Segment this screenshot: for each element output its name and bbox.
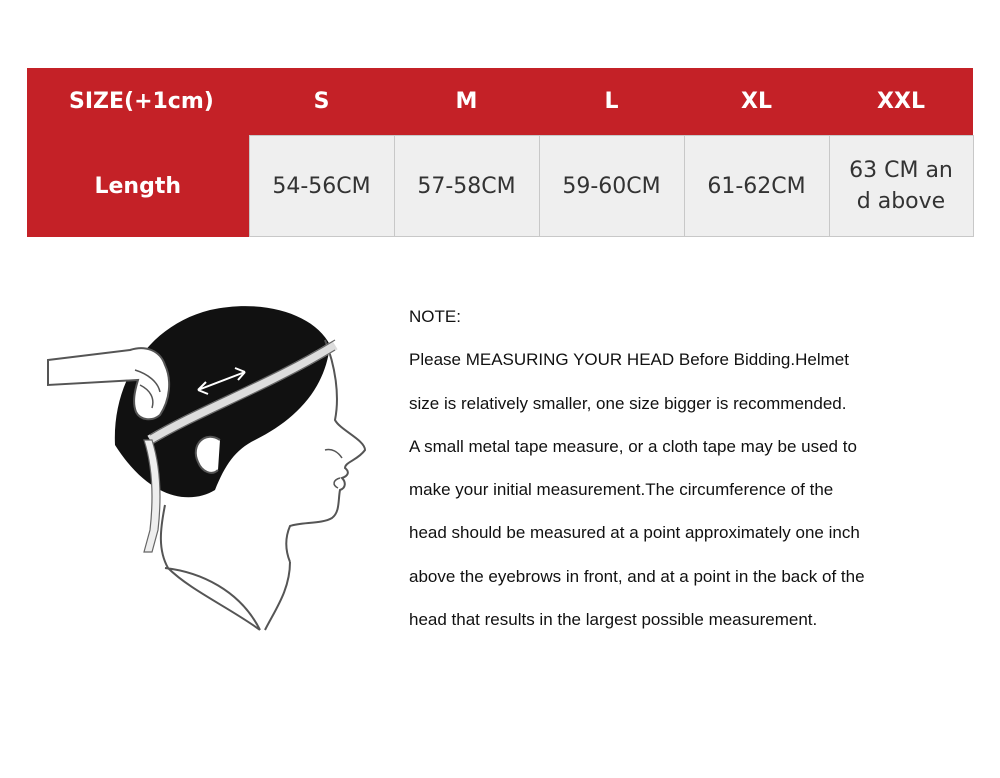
note-line: head should be measured at a point approximately one inch bbox=[409, 523, 860, 543]
note-line: make your initial measurement.The circumference of the bbox=[409, 480, 834, 500]
length-s-value: 54-56CM bbox=[272, 173, 371, 199]
length-xxl-value: 63 CM and above bbox=[849, 158, 953, 214]
measurement-note bbox=[409, 303, 969, 649]
length-l-value: 59-60CM bbox=[562, 173, 661, 199]
length-row bbox=[27, 136, 973, 237]
size-m-header: M bbox=[394, 68, 539, 136]
size-header-label: SIZE(+1cm) bbox=[27, 68, 249, 136]
neck-outline bbox=[161, 505, 290, 630]
note-line: size is relatively smaller, one size bigger is recommended. bbox=[409, 393, 847, 413]
note-line: A small metal tape measure, or a cloth tape may be used to bbox=[409, 436, 857, 456]
length-l-cell bbox=[539, 136, 684, 237]
size-header-row bbox=[27, 68, 973, 136]
head-measurement-illustration bbox=[40, 290, 380, 640]
eye-line bbox=[325, 449, 342, 458]
length-m-value: 57-58CM bbox=[417, 173, 516, 199]
length-label: Length bbox=[27, 136, 249, 237]
note-line: head that results in the largest possible measurement. bbox=[409, 610, 818, 630]
note-line: Please MEASURING YOUR HEAD Before Bidding.Helmet bbox=[409, 350, 849, 370]
size-s-header: S bbox=[249, 68, 394, 136]
length-xxl-cell bbox=[829, 136, 973, 237]
hand bbox=[48, 348, 169, 419]
length-xl-value: 61-62CM bbox=[707, 173, 806, 199]
size-xl-header: XL bbox=[684, 68, 829, 136]
length-xl-cell bbox=[684, 136, 829, 237]
size-l-header: L bbox=[539, 68, 684, 136]
size-xxl-header: XXL bbox=[829, 68, 973, 136]
length-m-cell bbox=[394, 136, 539, 237]
size-chart-table bbox=[27, 68, 974, 237]
note-line: NOTE: bbox=[409, 307, 461, 326]
note-line: above the eyebrows in front, and at a point in the back of the bbox=[409, 566, 865, 586]
length-s-cell bbox=[249, 136, 394, 237]
nose-mouth bbox=[334, 478, 340, 488]
